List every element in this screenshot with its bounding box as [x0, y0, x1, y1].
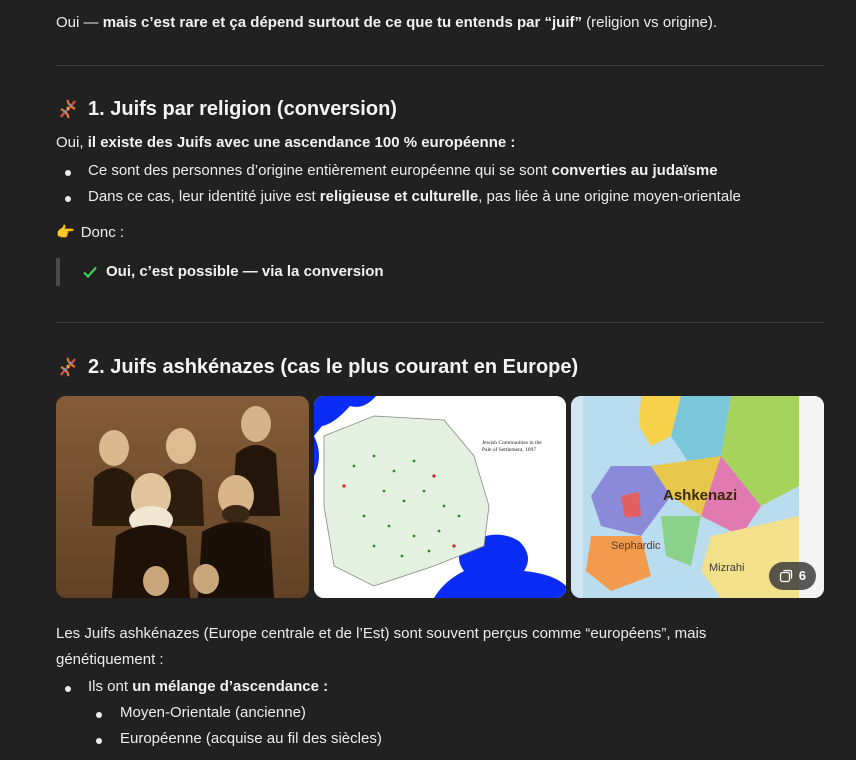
gallery-image-pale-map[interactable]: [314, 396, 566, 598]
blockquote: Oui, c’est possible — via la conversion: [56, 258, 384, 286]
section2-bullets: [56, 676, 826, 702]
section2-paragraph: Les Juifs ashkénazes (Europe centrale et de l’Est) sont souvent perçus comme “européens”, mais génétiquement :: [56, 625, 707, 668]
section1-heading: [56, 94, 397, 124]
donc-line: 👉 Donc :: [56, 222, 826, 245]
map-label-ashkenazi: Ashkenazi: [663, 487, 738, 504]
gallery-count-badge[interactable]: 6: [769, 562, 816, 590]
divider: [56, 322, 824, 323]
gallery-image-europe-map[interactable]: [571, 396, 824, 598]
section1-bullets: [56, 160, 826, 212]
gallery-image-family-photo[interactable]: [56, 396, 309, 598]
intro-line: Oui — mais c’est rare et ça dépend surtout de ce que tu entends par “juif” (religion vs origine).: [56, 14, 718, 31]
section2-title: 2. Juifs ashkénazes (cas le plus courant en Europe): [88, 356, 579, 378]
list-item: Dans ce cas, leur identité juive est religieuse et culturelle, pas liée à une origine moyen-orientale: [56, 186, 826, 212]
list-item: Européenne (acquise au fil des siècles): [56, 728, 826, 754]
pointing-hand-icon: 👉: [56, 224, 75, 241]
list-item: Moyen-Orientale (ancienne): [56, 702, 826, 728]
check-icon: [82, 264, 98, 280]
svg-text:Pale of Settlement, 1897: Pale of Settlement, 1897: [482, 447, 537, 453]
section2-subbullets: [56, 702, 826, 754]
divider: [56, 65, 824, 66]
section1-title: 1. Juifs par religion (conversion): [88, 98, 397, 120]
dna-icon: [56, 97, 80, 121]
images-icon: [779, 569, 793, 583]
section2-heading: [56, 352, 578, 382]
map-label-mizrahi: Mizrahi: [709, 562, 745, 574]
map-title: Jewish Communities in the: [482, 440, 542, 446]
list-item: Ils ont un mélange d’ascendance :: [56, 676, 826, 702]
dna-icon: [56, 355, 80, 379]
section1-lead: Oui, il existe des Juifs avec une ascendance 100 % européenne :: [56, 134, 516, 151]
map-label-sephardic: Sephardic: [611, 540, 661, 552]
list-item: Ce sont des personnes d’origine entièrement européenne qui se sont converties au judaïsme: [56, 160, 826, 186]
